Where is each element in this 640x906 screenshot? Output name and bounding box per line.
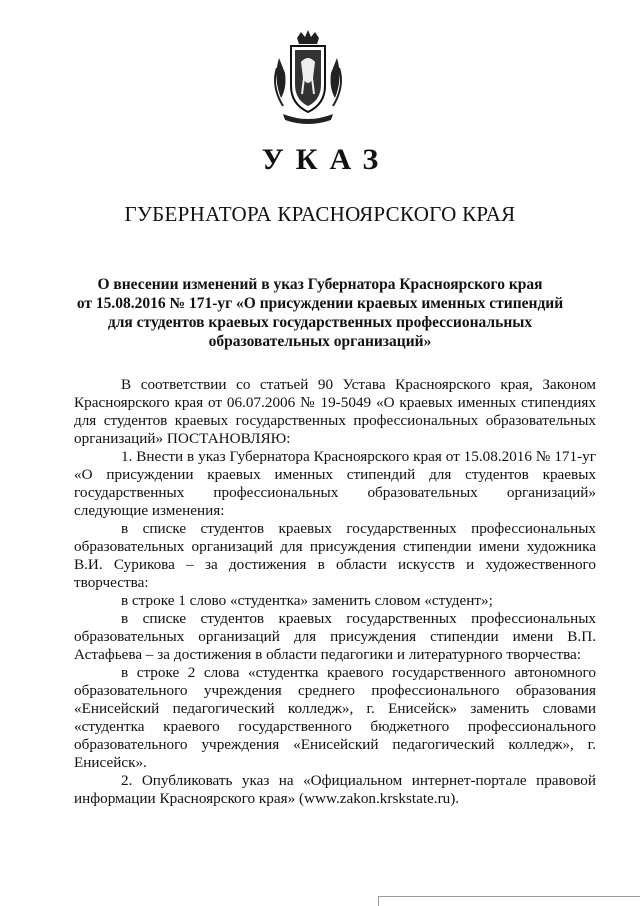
preamble-paragraph: В соответствии со статьей 90 Устава Красноярского края, Законом Красноярского края от 06.07.2006 № 19-5049 «О краевых именных стипендиях для студентов краевых государственных профессиональных образовательных организаций» ПОСТАНОВЛЯЮ: <box>74 376 596 447</box>
heading-line: О внесении изменений в указ Губернатора Красноярского края <box>97 276 543 293</box>
astafiev-list-paragraph: в списке студентов краевых государственных профессиональных образовательных организаций для присуждения стипендии имени В.П. Астафьева – за достижения в области педагогики и литературного творчества: <box>74 610 596 663</box>
document-heading <box>70 275 570 351</box>
item-2-paragraph: 2. Опубликовать указ на «Официальном интернет-портале правовой информации Красноярского края» (www.zakon.krskstate.ru). <box>74 772 596 807</box>
item-1-paragraph: 1. Внести в указ Губернатора Красноярского края от 15.08.2016 № 171-уг «О присуждении краевых именных стипендий для студентов краевых государственных профессиональных образовательных организаций» следующие изменения: <box>74 448 596 519</box>
document-issuer: ГУБЕРНАТОРА КРАСНОЯРСКОГО КРАЯ <box>124 202 516 226</box>
coat-of-arms-emblem <box>271 28 345 126</box>
document-title: УКАЗ <box>261 143 391 176</box>
row-2-change-paragraph: в строке 2 слова «студентка краевого государственного автономного образовательного учреждения среднего профессионального образования «Енисейский педагогический колледж», г. Енисейск» заменить словами «студентка краевого государственного бюджетного профессионального образовательного учреждения «Енисейский педагогический колледж», г. Енисейск». <box>74 664 596 771</box>
row-1-change-paragraph: в строке 1 слово «студентка» заменить словом «студент»; <box>121 592 493 609</box>
heading-line: образовательных организаций» <box>208 333 432 350</box>
heading-line: для студентов краевых государственных профессиональных <box>107 314 533 331</box>
heading-line: от 15.08.2016 № 171-уг «О присуждении краевых именных стипендий <box>76 295 564 312</box>
document-body <box>74 376 596 808</box>
surikov-list-paragraph: в списке студентов краевых государственных профессиональных образовательных организаций для присуждения стипендии имени художника В.И. Сурикова – за достижения в области искусств и художественного творчества: <box>74 520 596 591</box>
